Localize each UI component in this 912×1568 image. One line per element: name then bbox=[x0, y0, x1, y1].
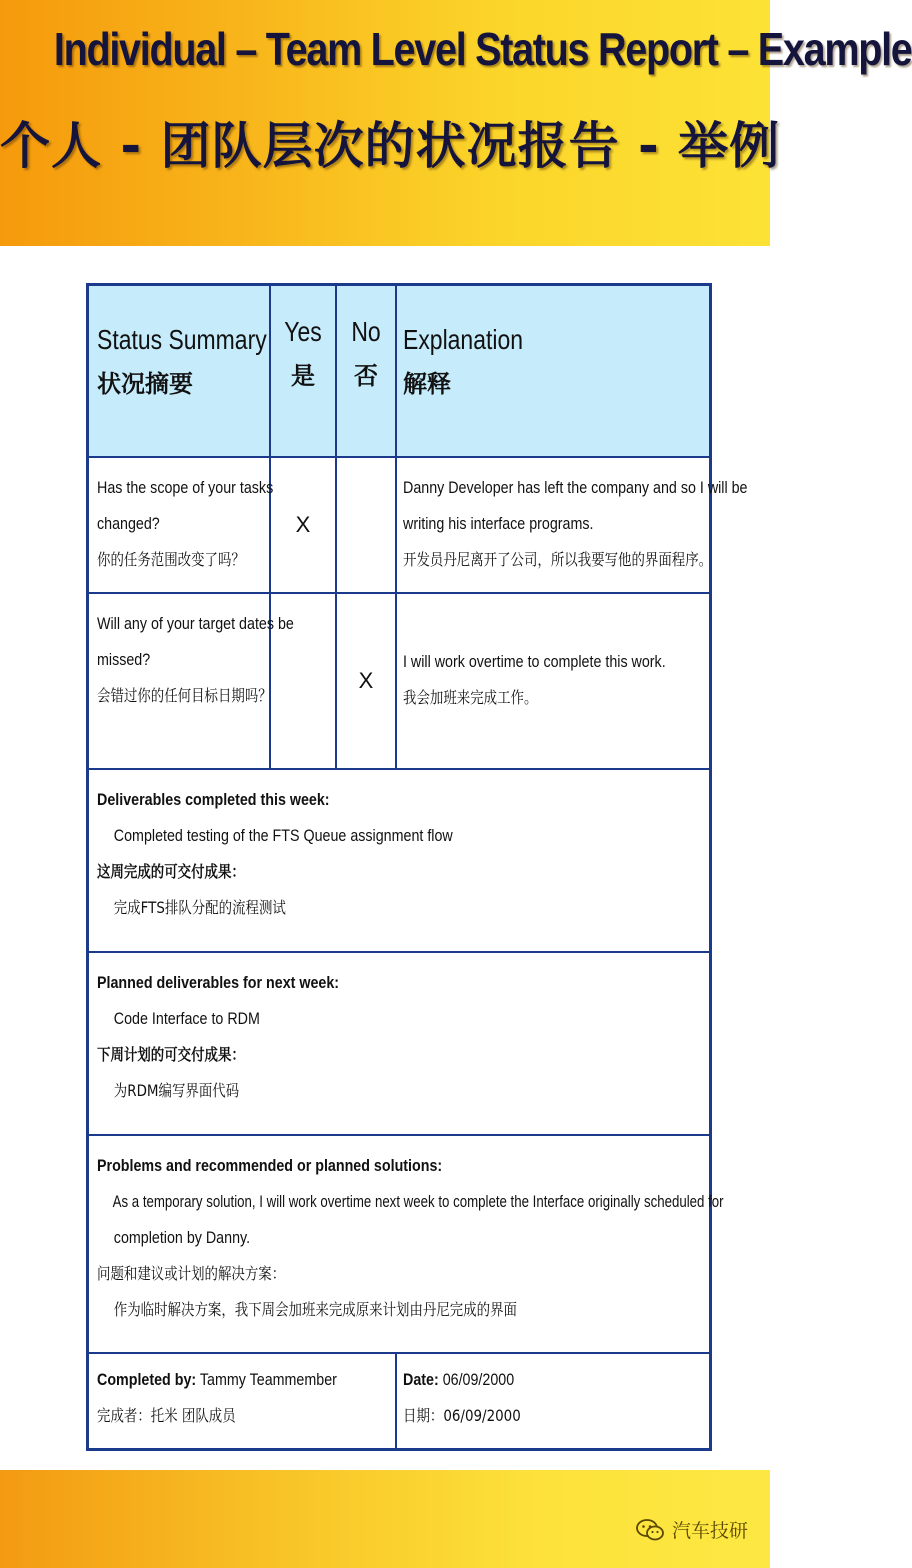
column-header-yes bbox=[271, 316, 335, 391]
date-label: Date: bbox=[403, 1370, 439, 1389]
explanation-text: I will work overtime to complete this work. bbox=[403, 652, 666, 671]
row-divider bbox=[89, 1134, 709, 1136]
column-divider bbox=[395, 1352, 397, 1450]
row-divider bbox=[89, 456, 709, 458]
question-text: changed? bbox=[97, 514, 160, 533]
column-header-en: Status Summary bbox=[97, 324, 267, 355]
completed-by-label: Completed by: bbox=[97, 1370, 197, 1389]
question-text: missed? bbox=[97, 650, 151, 669]
section-label: Problems and recommended or planned solutions: bbox=[97, 1156, 443, 1175]
table-row-explanation bbox=[403, 470, 748, 578]
column-header-zh: 状况摘要 bbox=[97, 370, 193, 398]
no-mark: X bbox=[358, 668, 374, 693]
column-header-status-summary bbox=[97, 324, 267, 399]
completed-by-zh: 完成者：托米 团队成员 bbox=[97, 1406, 236, 1425]
question-text: Will any of your target dates be bbox=[97, 614, 294, 633]
section-label-zh: 这周完成的可交付成果： bbox=[97, 862, 245, 881]
wechat-icon bbox=[636, 1519, 664, 1541]
question-text-zh: 你的任务范围改变了吗？ bbox=[97, 550, 245, 569]
section-text-zh: 完成FTS排队分配的流程测试 bbox=[113, 898, 286, 917]
row-divider bbox=[89, 592, 709, 594]
page-title-english: Individual – Team Level Status Report – Example bbox=[53, 23, 912, 75]
status-report-table bbox=[86, 283, 748, 1451]
table-row-question bbox=[97, 606, 294, 714]
question-text: Has the scope of your tasks bbox=[97, 478, 274, 497]
date-value: 06/09/2000 bbox=[442, 1370, 515, 1389]
column-header-zh: 是 bbox=[291, 362, 315, 390]
watermark bbox=[636, 1516, 748, 1543]
row-divider bbox=[89, 951, 709, 953]
column-header-en: No bbox=[351, 316, 381, 347]
completed-by-value: Tammy Teammember bbox=[199, 1370, 337, 1389]
watermark-text: 汽车技研 bbox=[671, 1520, 748, 1542]
section-text-zh: 作为临时解决方案，我下周会加班来完成原来计划由丹尼完成的界面 bbox=[113, 1300, 518, 1319]
section-text-zh: 为RDM编写界面代码 bbox=[113, 1081, 240, 1100]
deliverables-completed-section bbox=[97, 782, 703, 926]
column-header-en: Yes bbox=[284, 316, 322, 347]
column-divider bbox=[395, 286, 397, 768]
column-header-no bbox=[337, 316, 395, 391]
row-divider bbox=[89, 1352, 709, 1354]
problems-solutions-section bbox=[97, 1148, 724, 1328]
question-text-zh: 会错过你的任何目标日期吗？ bbox=[97, 686, 272, 705]
column-header-zh: 否 bbox=[354, 362, 378, 390]
yes-mark: X bbox=[295, 512, 311, 537]
section-text: Code Interface to RDM bbox=[113, 1009, 260, 1028]
column-header-en: Explanation bbox=[403, 324, 524, 355]
section-label: Planned deliverables for next week: bbox=[97, 973, 340, 992]
row-divider bbox=[89, 768, 709, 770]
explanation-text: writing his interface programs. bbox=[403, 514, 594, 533]
page-title-chinese: 个人 - 团队层次的状况报告 - 举例 bbox=[0, 117, 781, 175]
completed-by-cell bbox=[97, 1362, 393, 1434]
section-text: As a temporary solution, I will work overtime next week to complete the Interface originally scheduled for bbox=[112, 1192, 724, 1211]
date-zh: 日期：06/09/2000 bbox=[403, 1406, 521, 1425]
column-header-explanation bbox=[403, 324, 703, 399]
table-row-explanation bbox=[403, 644, 707, 716]
column-header-zh: 解释 bbox=[403, 370, 451, 398]
section-text: completion by Danny. bbox=[113, 1228, 251, 1247]
explanation-text: Danny Developer has left the company and so I will be bbox=[403, 478, 748, 497]
planned-deliverables-section bbox=[97, 965, 703, 1109]
section-label-zh: 问题和建议或计划的解决方案： bbox=[97, 1264, 286, 1283]
date-cell bbox=[403, 1362, 703, 1434]
explanation-text-zh: 我会加班来完成工作。 bbox=[403, 688, 538, 707]
section-label-zh: 下周计划的可交付成果： bbox=[97, 1045, 245, 1064]
section-label: Deliverables completed this week: bbox=[97, 790, 330, 809]
explanation-text-zh: 开发员丹尼离开了公司，所以我要写他的界面程序。 bbox=[403, 550, 713, 569]
table-row-question bbox=[97, 470, 274, 578]
section-text: Completed testing of the FTS Queue assignment flow bbox=[113, 826, 453, 845]
